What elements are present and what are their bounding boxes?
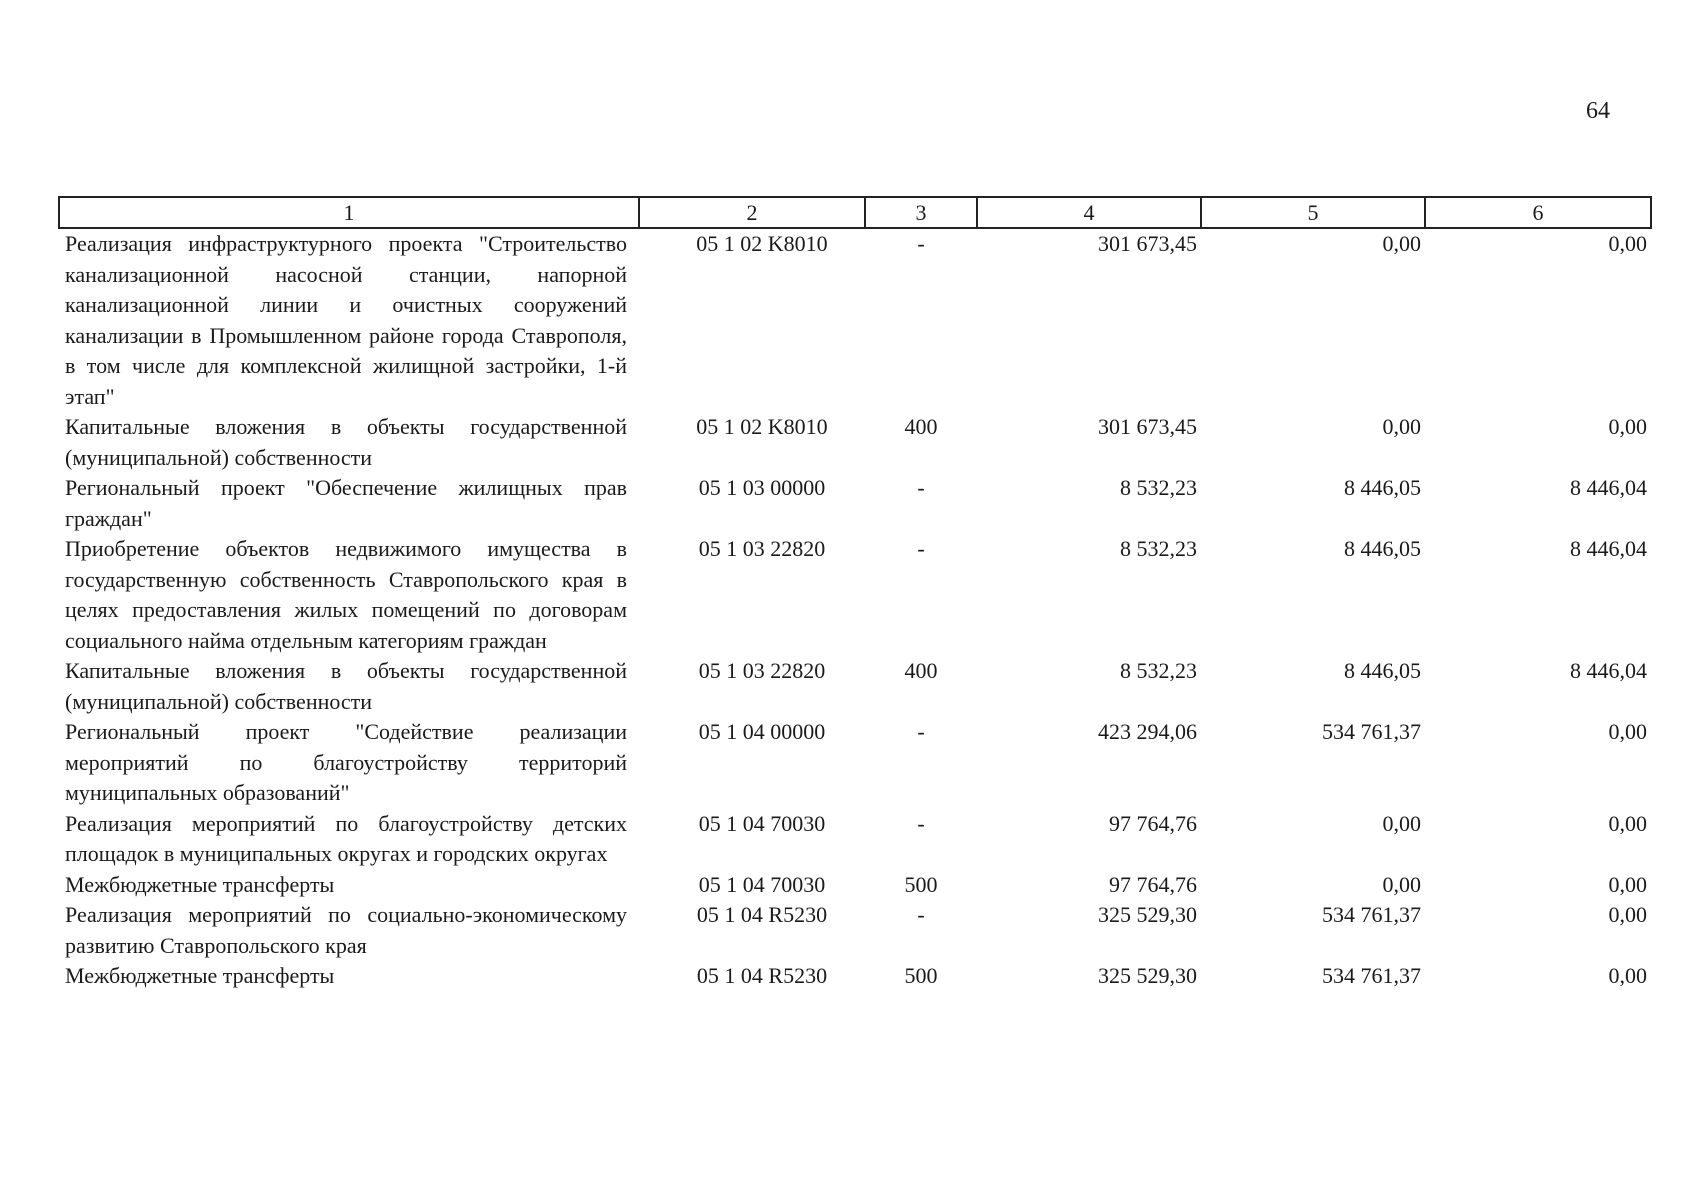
row-code: 05 1 04 70030 [698,871,826,897]
row-type: - [917,475,925,500]
row-value-3: 0,00 [1608,414,1647,439]
row-value-2: 0,00 [1382,231,1421,256]
row-value-1: 325 529,30 [1098,963,1197,988]
row-type: - [917,231,925,256]
row-value-3: 0,00 [1608,810,1647,836]
row-name: Приобретение объектов недвижимого имущества в государственную собственность Ставропольского края в целях предоставления жилых помещений по договорам социального найма отдельным категориям граждан [65,536,627,653]
row-value-3: 8 446,04 [1570,658,1647,683]
row-value-1: 8 532,23 [1120,658,1197,683]
row-value-2: 534 761,37 [1322,719,1421,744]
table-row [59,412,1651,473]
table-row [59,870,1651,901]
row-value-3: 0,00 [1608,719,1647,744]
row-name: Капитальные вложения в объекты государственной (муниципальной) собственности [65,658,627,714]
column-header-1: 1 [59,197,639,228]
row-value-2: 534 761,37 [1322,963,1421,988]
row-code: 05 1 04 70030 [698,810,826,836]
header-row [59,197,1651,228]
row-code: 05 1 02 K8010 [696,414,828,439]
row-code: 05 1 03 22820 [698,536,826,561]
row-value-1: 97 764,76 [1109,871,1197,897]
row-value-1: 8 532,23 [1120,475,1197,500]
row-value-2: 8 446,05 [1344,475,1421,500]
budget-table [58,196,1652,992]
row-name: Региональный проект "Содействие реализации мероприятий по благоустройству территорий муниципальных образований" [65,719,627,805]
row-name: Реализация инфраструктурного проекта "Строительство канализационной насосной станции, напорной канализационной линии и очистных сооружений канализации в Промышленном районе города Ставрополя, в том числе для комплексной жилищной застройки, 1-й этап" [65,231,627,409]
row-type: 500 [904,963,938,988]
table-row [59,656,1651,717]
row-value-2: 0,00 [1382,414,1421,439]
row-value-1: 301 673,45 [1098,231,1197,256]
row-type: - [917,719,925,744]
row-value-3: 8 446,04 [1570,536,1647,561]
column-header-3: 3 [865,197,977,228]
row-type: - [917,810,925,836]
row-value-1: 301 673,45 [1098,414,1197,439]
row-value-3: 0,00 [1608,963,1647,988]
row-value-3: 0,00 [1608,231,1647,256]
row-value-1: 97 764,76 [1109,810,1197,836]
row-code: 05 1 04 00000 [698,719,826,744]
table-row [59,809,1651,870]
row-value-2: 0,00 [1382,871,1421,897]
row-type: 500 [904,871,938,897]
column-header-2: 2 [639,197,865,228]
row-value-3: 0,00 [1608,871,1647,897]
row-type: - [917,902,925,927]
table-row [59,900,1651,961]
row-code: 05 1 03 00000 [698,475,826,500]
row-name: Реализация мероприятий по социально-экономическому развитию Ставропольского края [65,902,627,958]
row-code: 05 1 04 R5230 [696,902,828,927]
table-row [59,473,1651,534]
row-name: Капитальные вложения в объекты государственной (муниципальной) собственности [65,414,627,470]
row-value-3: 8 446,04 [1570,475,1647,500]
row-name: Межбюджетные трансферты [65,871,335,897]
row-code: 05 1 03 22820 [698,658,826,683]
row-value-2: 8 446,05 [1344,536,1421,561]
row-value-1: 325 529,30 [1098,902,1197,927]
page-number: 64 [1586,98,1610,124]
row-type: 400 [904,414,938,439]
table-row [59,717,1651,809]
row-value-2: 0,00 [1382,810,1421,836]
row-name: Региональный проект "Обеспечение жилищных прав граждан" [65,475,627,531]
row-code: 05 1 04 R5230 [696,963,828,988]
row-type: - [917,536,925,561]
column-header-5: 5 [1201,197,1425,228]
row-name: Межбюджетные трансферты [65,963,335,988]
row-type: 400 [904,658,938,683]
table-row [59,228,1651,412]
row-value-2: 8 446,05 [1344,658,1421,683]
column-header-4: 4 [977,197,1201,228]
row-value-1: 8 532,23 [1120,536,1197,561]
table-row [59,961,1651,992]
table-row [59,534,1651,656]
row-name: Реализация мероприятий по благоустройству детских площадок в муниципальных округах и городских округах [65,810,627,866]
row-value-1: 423 294,06 [1098,719,1197,744]
column-header-6: 6 [1425,197,1651,228]
row-value-3: 0,00 [1608,902,1647,927]
row-value-2: 534 761,37 [1322,902,1421,927]
row-code: 05 1 02 K8010 [696,231,828,256]
